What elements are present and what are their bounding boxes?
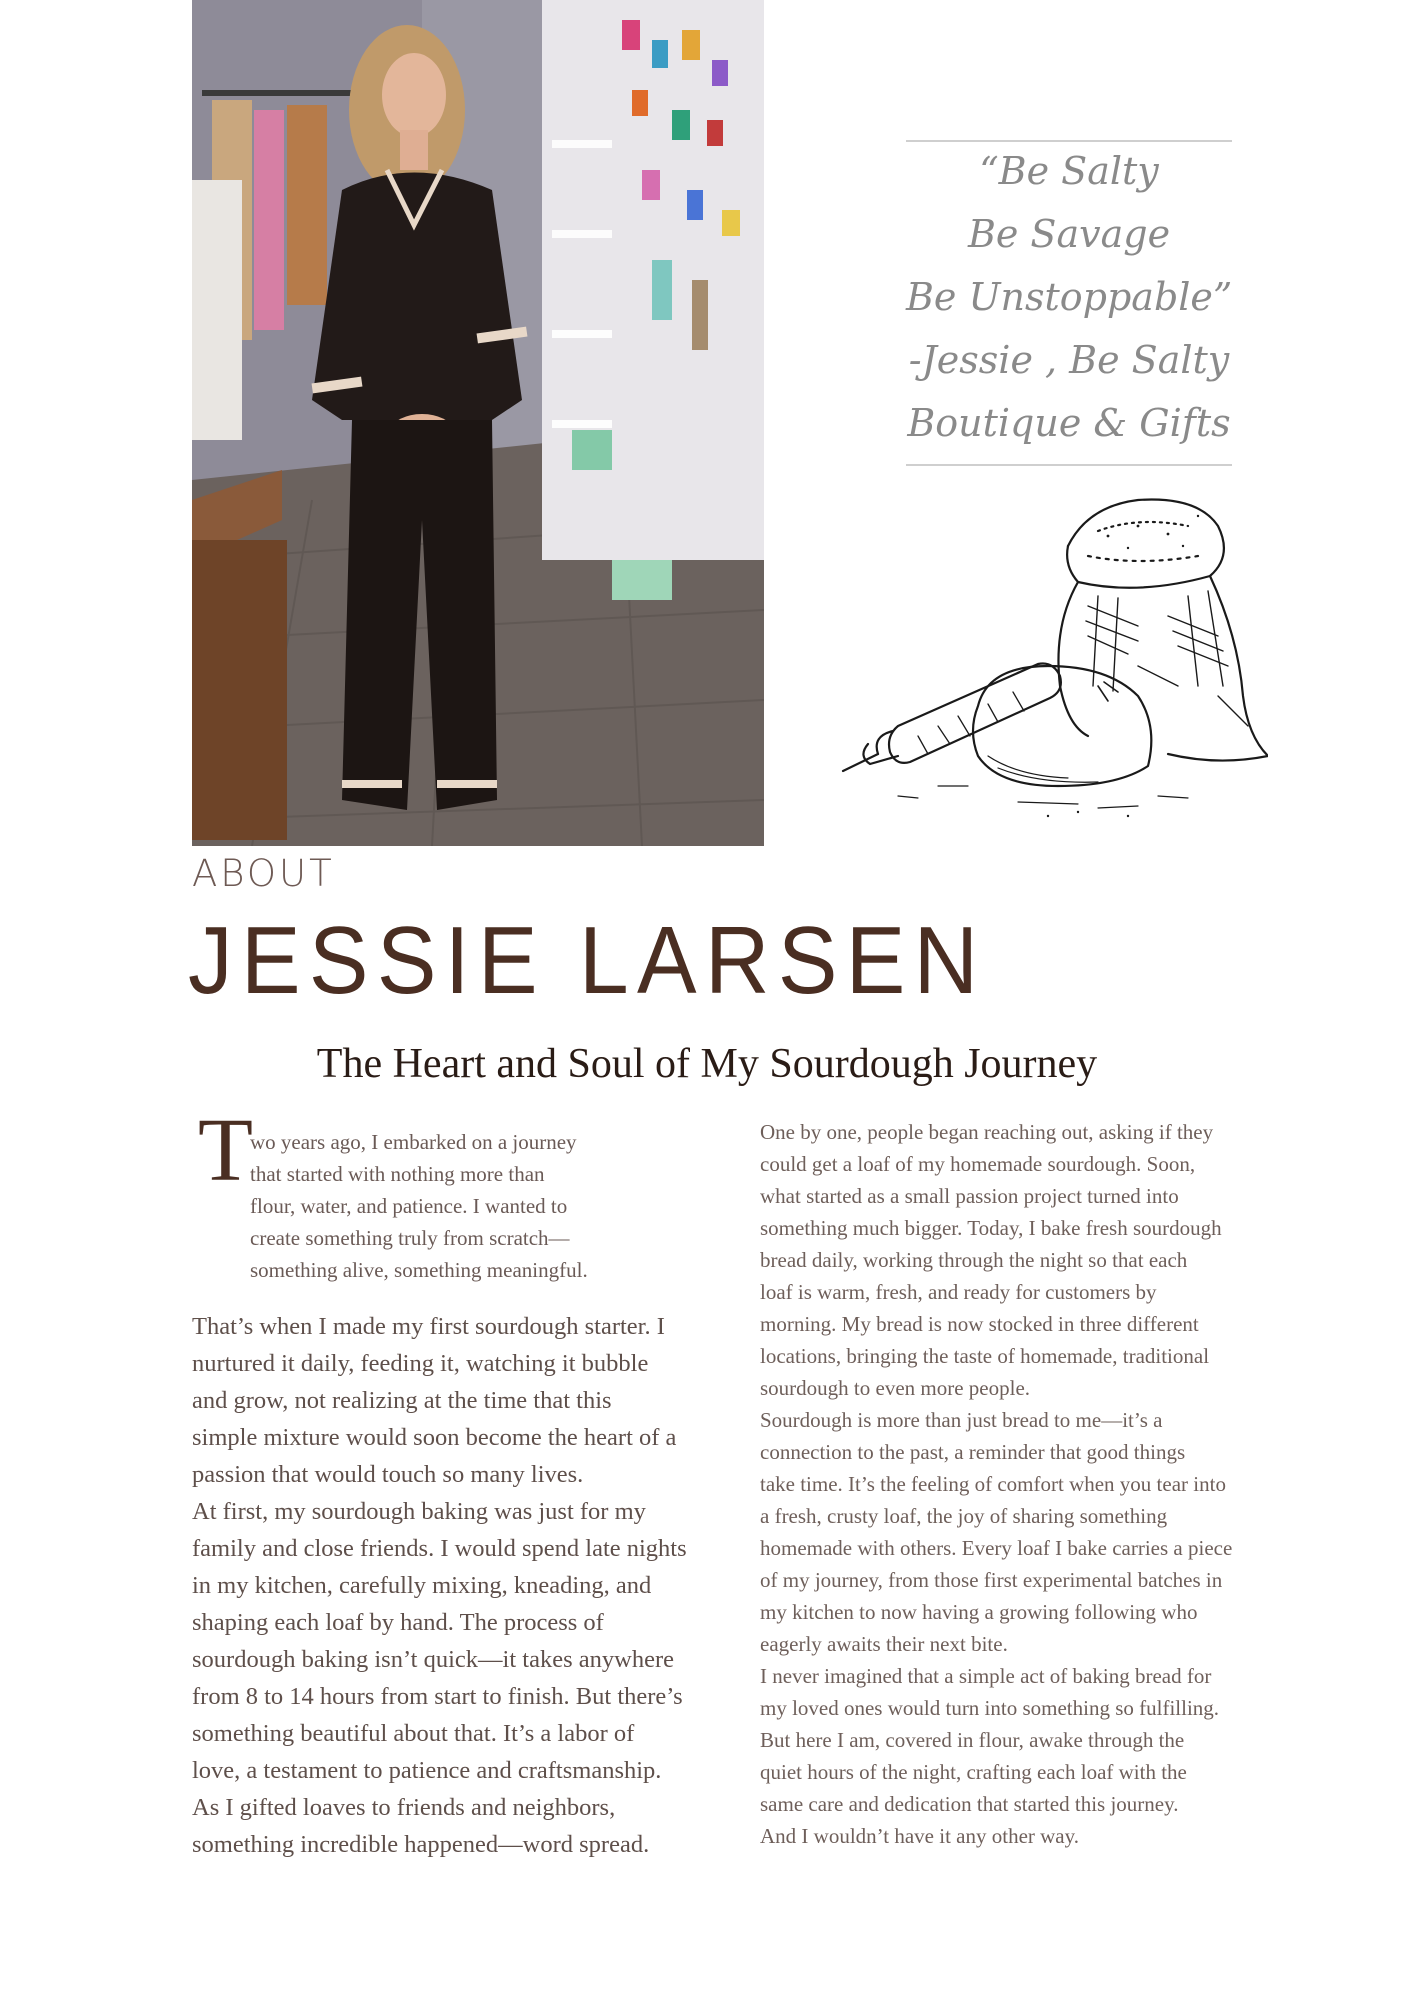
text-line: eagerly awaits their next bite. — [760, 1632, 1008, 1656]
text-line: of my journey, from those first experimental batches in — [760, 1568, 1223, 1592]
intro-line: wo years ago, I embarked on a journey — [250, 1130, 577, 1154]
text-line: loaf is warm, fresh, and ready for customers by — [760, 1280, 1157, 1304]
drop-cap: T — [198, 1101, 253, 1200]
text-line: could get a loaf of my homemade sourdough. Soon, — [760, 1152, 1196, 1176]
text-line: something beautiful about that. It’s a labor of — [192, 1720, 635, 1747]
quote-line: -Jessie , Be Salty — [908, 338, 1230, 382]
text-line: shaping each loaf by hand. The process of — [192, 1609, 604, 1636]
intro-paragraph — [192, 1101, 732, 1298]
intro-line: flour, water, and patience. I wanted to — [250, 1194, 568, 1218]
text-line: passion that would touch so many lives. — [192, 1461, 584, 1488]
text-line: love, a testament to patience and craftsmanship. — [192, 1757, 662, 1784]
flour-sack-dough-sketch — [838, 486, 1268, 826]
text-line: family and close friends. I would spend late nights — [192, 1535, 687, 1562]
text-line: something much bigger. Today, I bake fresh sourdough — [760, 1216, 1222, 1240]
quote-line: Boutique & Gifts — [907, 401, 1231, 445]
intro-line: that started with nothing more than — [250, 1162, 545, 1186]
text-line: connection to the past, a reminder that good things — [760, 1440, 1186, 1464]
intro-line: create something truly from scratch— — [250, 1226, 570, 1250]
text-line: my kitchen to now having a growing following who — [760, 1600, 1198, 1624]
text-line: take time. It’s the feeling of comfort when you tear into — [760, 1472, 1226, 1496]
text-line: a fresh, crusty loaf, the joy of sharing something — [760, 1504, 1168, 1528]
text-line: quiet hours of the night, crafting each loaf with the — [760, 1760, 1187, 1784]
page-title: JESSIE LARSEN — [188, 907, 987, 1014]
text-line: And I wouldn’t have it any other way. — [760, 1824, 1080, 1848]
quote-line: Be Savage — [967, 212, 1171, 256]
text-line: sourdough to even more people. — [760, 1376, 1031, 1400]
quote-line: Be Unstoppable” — [906, 275, 1233, 319]
text-line: from 8 to 14 hours from start to finish. But there’s — [192, 1683, 683, 1710]
intro-line: something alive, something meaningful. — [250, 1258, 588, 1282]
text-line: in my kitchen, carefully mixing, kneading, and — [192, 1572, 652, 1599]
text-line: nurtured it daily, feeding it, watching it bubble — [192, 1350, 649, 1377]
text-line: That’s when I made my first sourdough starter. I — [192, 1313, 665, 1340]
text-line: something incredible happened—word spread. — [192, 1831, 650, 1858]
text-line: what started as a small passion project turned into — [760, 1184, 1179, 1208]
text-line: Sourdough is more than just bread to me—it’s a — [760, 1408, 1163, 1432]
text-line: One by one, people began reaching out, asking if they — [760, 1120, 1214, 1144]
text-line: homemade with others. Every loaf I bake carries a piece — [760, 1536, 1233, 1560]
text-line: bread daily, working through the night so that each — [760, 1248, 1188, 1272]
text-line: But here I am, covered in flour, awake through the — [760, 1728, 1185, 1752]
left-body-text — [192, 1308, 687, 1863]
text-line: my loved ones would turn into something so fulfilling. — [760, 1696, 1220, 1720]
text-line: morning. My bread is now stocked in three different — [760, 1312, 1199, 1336]
about-label: ABOUT — [192, 852, 335, 895]
left-column — [192, 1101, 732, 1858]
portrait-photo — [192, 0, 764, 846]
text-line: and grow, not realizing at the time that this — [192, 1387, 612, 1414]
text-line: As I gifted loaves to friends and neighbors, — [192, 1794, 616, 1821]
subtitle: The Heart and Soul of My Sourdough Journey — [316, 1041, 1098, 1087]
right-column — [760, 1116, 1280, 1852]
text-line: sourdough baking isn’t quick—it takes anywhere — [192, 1646, 674, 1673]
text-line: locations, bringing the taste of homemade, traditional — [760, 1344, 1210, 1368]
quote-block — [906, 140, 1232, 466]
text-line: I never imagined that a simple act of baking bread for — [760, 1664, 1212, 1688]
quote-line: “Be Salty — [979, 149, 1159, 193]
text-line: same care and dedication that started this journey. — [760, 1792, 1179, 1816]
text-line: simple mixture would soon become the heart of a — [192, 1424, 677, 1451]
text-line: At first, my sourdough baking was just for my — [192, 1498, 646, 1525]
